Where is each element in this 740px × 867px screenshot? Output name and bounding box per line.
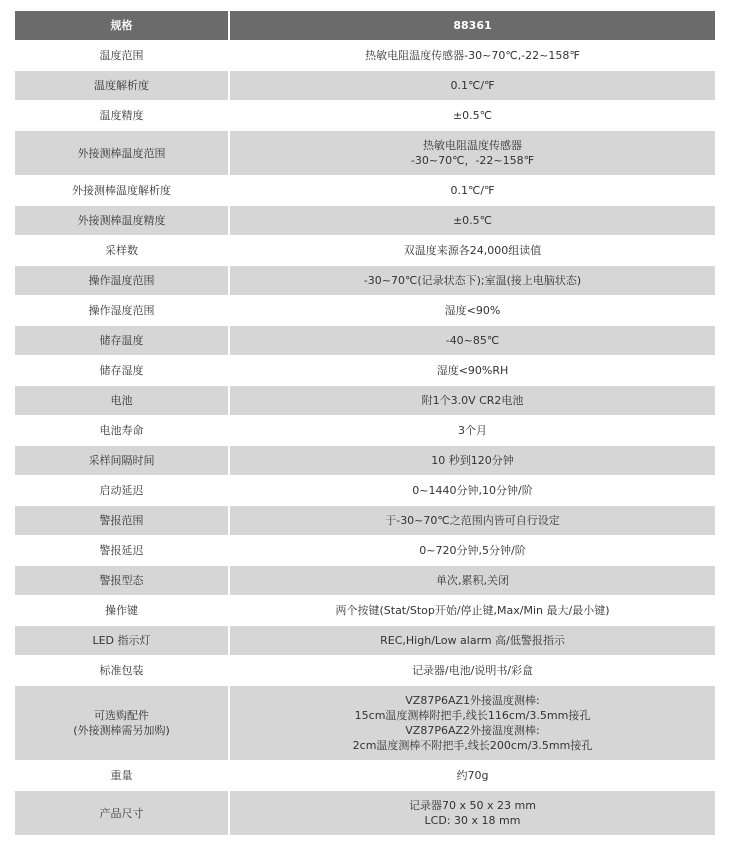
table-row <box>15 476 715 506</box>
spec-label: 产品尺寸 <box>15 791 229 836</box>
spec-value: 10 秒到120分钟 <box>229 446 715 476</box>
table-row <box>15 761 715 791</box>
spec-label: 警报范围 <box>15 506 229 536</box>
spec-value: 记录器70 x 50 x 23 mm LCD: 30 x 18 mm <box>229 791 715 836</box>
table-row <box>15 266 715 296</box>
spec-label: 可选购配件 (外接测棒需另加购) <box>15 686 229 761</box>
spec-label: 操作湿度范围 <box>15 296 229 326</box>
spec-value: 0.1℃/℉ <box>229 71 715 101</box>
header-model-cell: 88361 <box>229 11 715 41</box>
spec-label: 标准包装 <box>15 656 229 686</box>
spec-label: 外接测棒温度解析度 <box>15 176 229 206</box>
spec-value: 热敏电阻温度传感器 -30~70℃，-22~158℉ <box>229 131 715 176</box>
table-row <box>15 101 715 131</box>
spec-value: 湿度<90%RH <box>229 356 715 386</box>
spec-label: 外接测棒温度范围 <box>15 131 229 176</box>
table-row <box>15 416 715 446</box>
spec-value: ±0.5℃ <box>229 206 715 236</box>
table-row <box>15 326 715 356</box>
spec-label: 重量 <box>15 761 229 791</box>
spec-value: 双温度来源各24,000组读值 <box>229 236 715 266</box>
spec-value: 湿度<90% <box>229 296 715 326</box>
spec-value: 0~720分钟,5分钟/阶 <box>229 536 715 566</box>
table-row <box>15 506 715 536</box>
spec-value: 两个按键(Stat/Stop开始/停止键,Max/Min 最大/最小键) <box>229 596 715 626</box>
spec-value: 0.1℃/℉ <box>229 176 715 206</box>
table-row <box>15 131 715 176</box>
spec-label: 采样数 <box>15 236 229 266</box>
spec-label: 电池寿命 <box>15 416 229 446</box>
table-row <box>15 236 715 266</box>
table-row <box>15 566 715 596</box>
spec-value: 单次,累积,关闭 <box>229 566 715 596</box>
spec-value: ±0.5℃ <box>229 101 715 131</box>
spec-value: VZ87P6AZ1外接温度测棒: 15cm温度测棒附把手,线长116cm/3.5mm接孔 VZ87P6AZ2外接温度测棒: 2cm温度测棒不附把手,线长200cm/3.5mm接孔 <box>229 686 715 761</box>
spec-label: 警报型态 <box>15 566 229 596</box>
table-row <box>15 656 715 686</box>
spec-label: 操作温度范围 <box>15 266 229 296</box>
table-row <box>15 71 715 101</box>
table-row <box>15 626 715 656</box>
table-row <box>15 296 715 326</box>
spec-label: 温度范围 <box>15 41 229 71</box>
spec-label: LED 指示灯 <box>15 626 229 656</box>
table-row <box>15 791 715 836</box>
table-header-row <box>15 11 715 41</box>
spec-value: 3个月 <box>229 416 715 446</box>
spec-label: 启动延迟 <box>15 476 229 506</box>
spec-value: 热敏电阻温度传感器-30~70℃,-22~158℉ <box>229 41 715 71</box>
table-row <box>15 536 715 566</box>
table-row <box>15 41 715 71</box>
spec-value: 约70g <box>229 761 715 791</box>
spec-label: 警报延迟 <box>15 536 229 566</box>
table-row <box>15 686 715 761</box>
spec-label: 温度精度 <box>15 101 229 131</box>
spec-value: 于-30~70℃之范围内皆可自行设定 <box>229 506 715 536</box>
spec-value: -40~85℃ <box>229 326 715 356</box>
spec-value: 附1个3.0V CR2电池 <box>229 386 715 416</box>
spec-label: 电池 <box>15 386 229 416</box>
spec-label: 储存湿度 <box>15 356 229 386</box>
table-row <box>15 206 715 236</box>
table-row <box>15 356 715 386</box>
spec-label: 操作键 <box>15 596 229 626</box>
spec-value: REC,High/Low alarm 高/低警报指示 <box>229 626 715 656</box>
spec-value: -30~70℃(记录状态下);室温(接上电脑状态) <box>229 266 715 296</box>
table-body <box>15 41 715 836</box>
spec-label: 储存温度 <box>15 326 229 356</box>
spec-table <box>15 10 715 836</box>
spec-label: 温度解析度 <box>15 71 229 101</box>
header-label-cell: 规格 <box>15 11 229 41</box>
spec-value: 0~1440分钟,10分钟/阶 <box>229 476 715 506</box>
spec-label: 采样间隔时间 <box>15 446 229 476</box>
table-row <box>15 596 715 626</box>
spec-label: 外接测棒温度精度 <box>15 206 229 236</box>
spec-value: 记录器/电池/说明书/彩盒 <box>229 656 715 686</box>
table-row <box>15 176 715 206</box>
table-row <box>15 446 715 476</box>
table-row <box>15 386 715 416</box>
